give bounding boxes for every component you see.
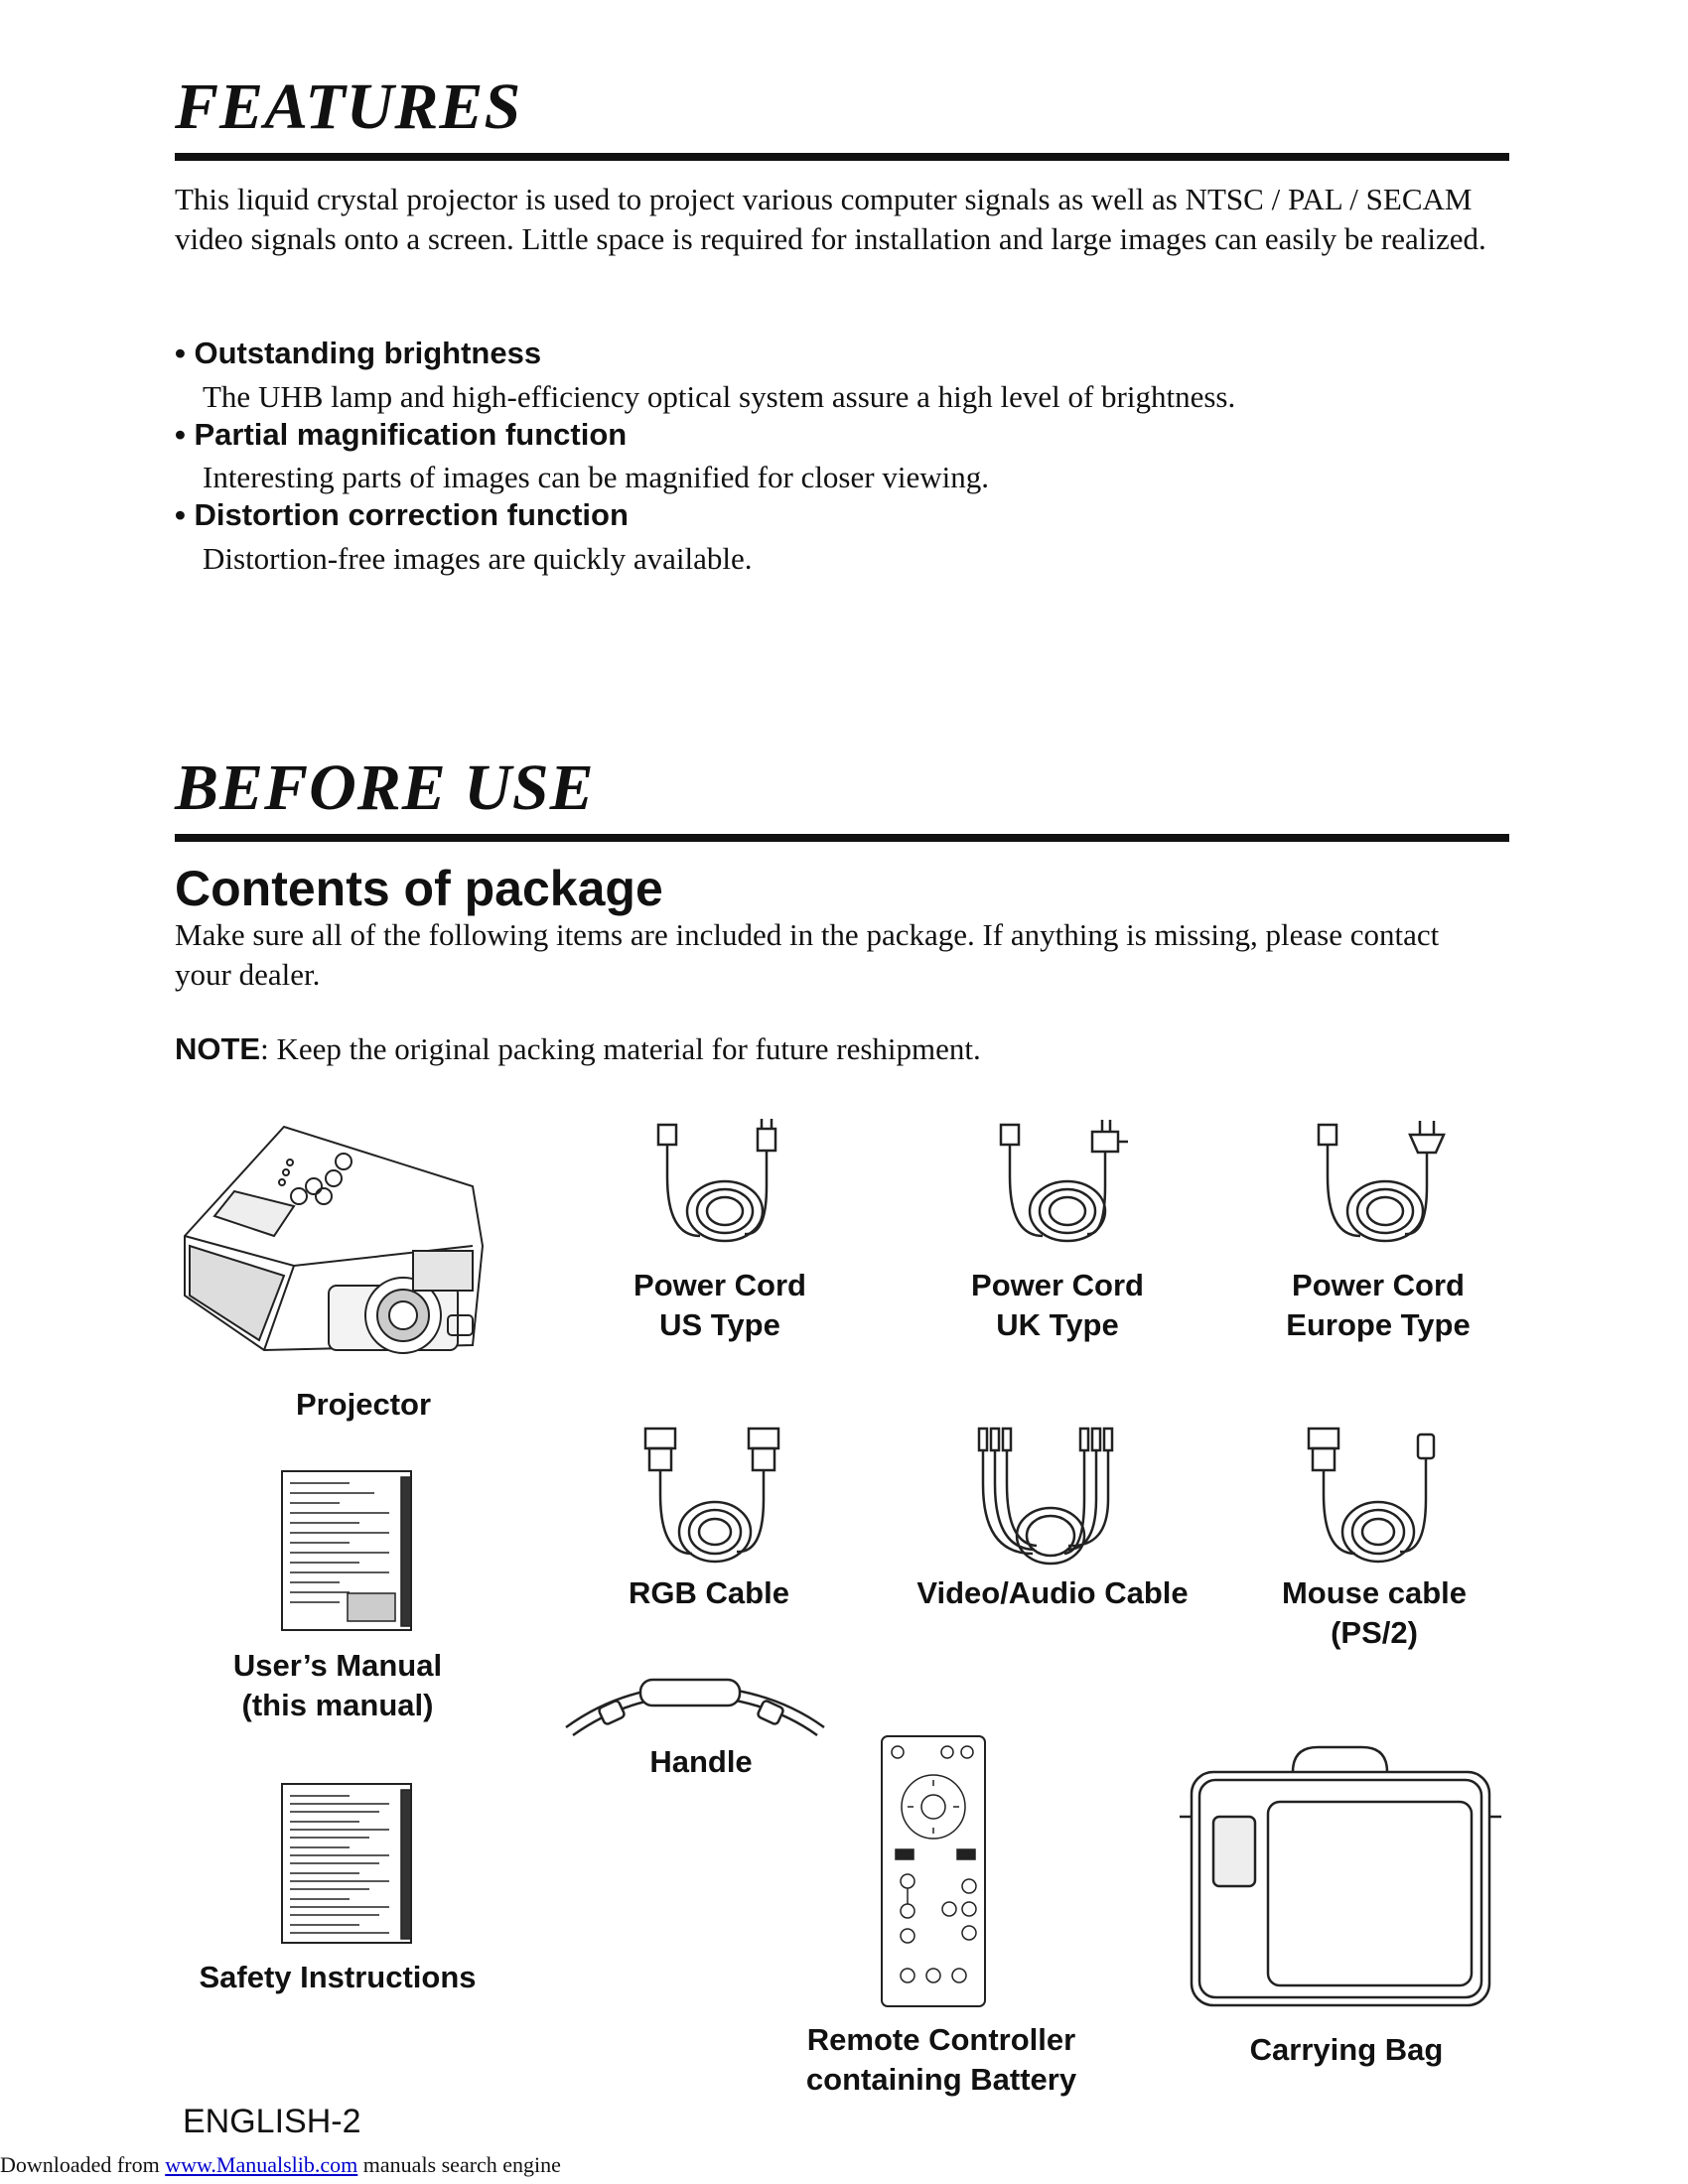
caption-remote-controller	[806, 2020, 1076, 2100]
contents-heading: Contents of package	[175, 861, 663, 916]
remote-controller-line2: containing Battery	[805, 2062, 1077, 2097]
feature-text-brightness: The UHB lamp and high-efficiency optical system assure a high level of brightness.	[203, 379, 1236, 414]
users-manual-line1: User’s Manual	[232, 1648, 443, 1683]
download-suffix: manuals search engine	[357, 2152, 561, 2177]
caption-safety-instructions: Safety Instructions	[199, 1960, 477, 1994]
features-rule	[175, 153, 1509, 161]
remote-controller-illustration	[878, 1732, 989, 2010]
power-cord-uk-line2: UK Type	[996, 1307, 1119, 1342]
caption-projector: Projector	[295, 1387, 432, 1422]
caption-rgb-cable: RGB Cable	[629, 1575, 789, 1610]
carrying-bag-illustration	[1174, 1742, 1506, 2010]
feature-title-magnification: • Partial magnification function	[175, 417, 628, 452]
power-cord-us-line2: US Type	[659, 1307, 780, 1342]
power-cord-europe-line1: Power Cord	[1292, 1268, 1465, 1302]
caption-power-cord-uk	[971, 1266, 1144, 1345]
feature-title-distortion: • Distortion correction function	[175, 497, 629, 532]
power-cord-us-illustration	[650, 1117, 799, 1256]
caption-handle: Handle	[649, 1744, 753, 1779]
handle-illustration	[561, 1668, 829, 1747]
feature-text-distortion: Distortion-free images are quickly available.	[203, 541, 753, 576]
page-number: ENGLISH-2	[183, 2103, 361, 2140]
power-cord-us-line1: Power Cord	[633, 1268, 806, 1302]
users-manual-illustration	[280, 1469, 414, 1633]
caption-mouse-cable	[1282, 1573, 1467, 1653]
before-use-rule	[175, 834, 1509, 842]
power-cord-uk-illustration	[993, 1117, 1142, 1256]
power-cord-europe-illustration	[1311, 1117, 1460, 1256]
power-cord-uk-line1: Power Cord	[971, 1268, 1144, 1302]
power-cord-europe-line2: Europe Type	[1286, 1307, 1471, 1342]
projector-illustration	[175, 1097, 492, 1365]
note-label: NOTE	[175, 1031, 261, 1066]
before-use-heading: BEFORE USE	[175, 751, 595, 824]
caption-power-cord-us	[633, 1266, 806, 1345]
note-text: : Keep the original packing material for future reshipment.	[260, 1031, 981, 1066]
download-credit	[0, 2152, 561, 2178]
rgb-cable-illustration	[637, 1425, 786, 1573]
video-audio-cable-illustration	[973, 1425, 1122, 1573]
caption-video-audio-cable: Video/Audio Cable	[916, 1575, 1189, 1610]
manualslib-link[interactable]: www.Manualslib.com	[165, 2152, 358, 2177]
feature-text-magnification: Interesting parts of images can be magnified for closer viewing.	[203, 460, 989, 494]
users-manual-line2: (this manual)	[241, 1688, 434, 1722]
mouse-cable-line1: Mouse cable	[1281, 1575, 1468, 1610]
caption-users-manual	[233, 1646, 442, 1725]
contents-intro: Make sure all of the following items are included in the package. If anything is missing, please contact your dealer.	[175, 917, 1440, 992]
safety-instructions-illustration	[280, 1782, 414, 1946]
features-intro: This liquid crystal projector is used to project various computer signals as well as NTSC / PAL / SECAM video signals onto a screen. Little space is required for installation and large images can easily be realized.	[175, 182, 1486, 256]
mouse-cable-illustration	[1301, 1425, 1450, 1573]
caption-power-cord-europe	[1286, 1266, 1470, 1345]
download-prefix: Downloaded from	[0, 2152, 166, 2177]
feature-title-brightness: • Outstanding brightness	[175, 336, 542, 370]
remote-controller-line1: Remote Controller	[806, 2022, 1076, 2057]
mouse-cable-line2: (PS/2)	[1331, 1615, 1418, 1650]
note-line	[175, 1029, 1495, 1069]
caption-carrying-bag: Carrying Bag	[1249, 2032, 1444, 2067]
features-heading: FEATURES	[175, 70, 522, 143]
